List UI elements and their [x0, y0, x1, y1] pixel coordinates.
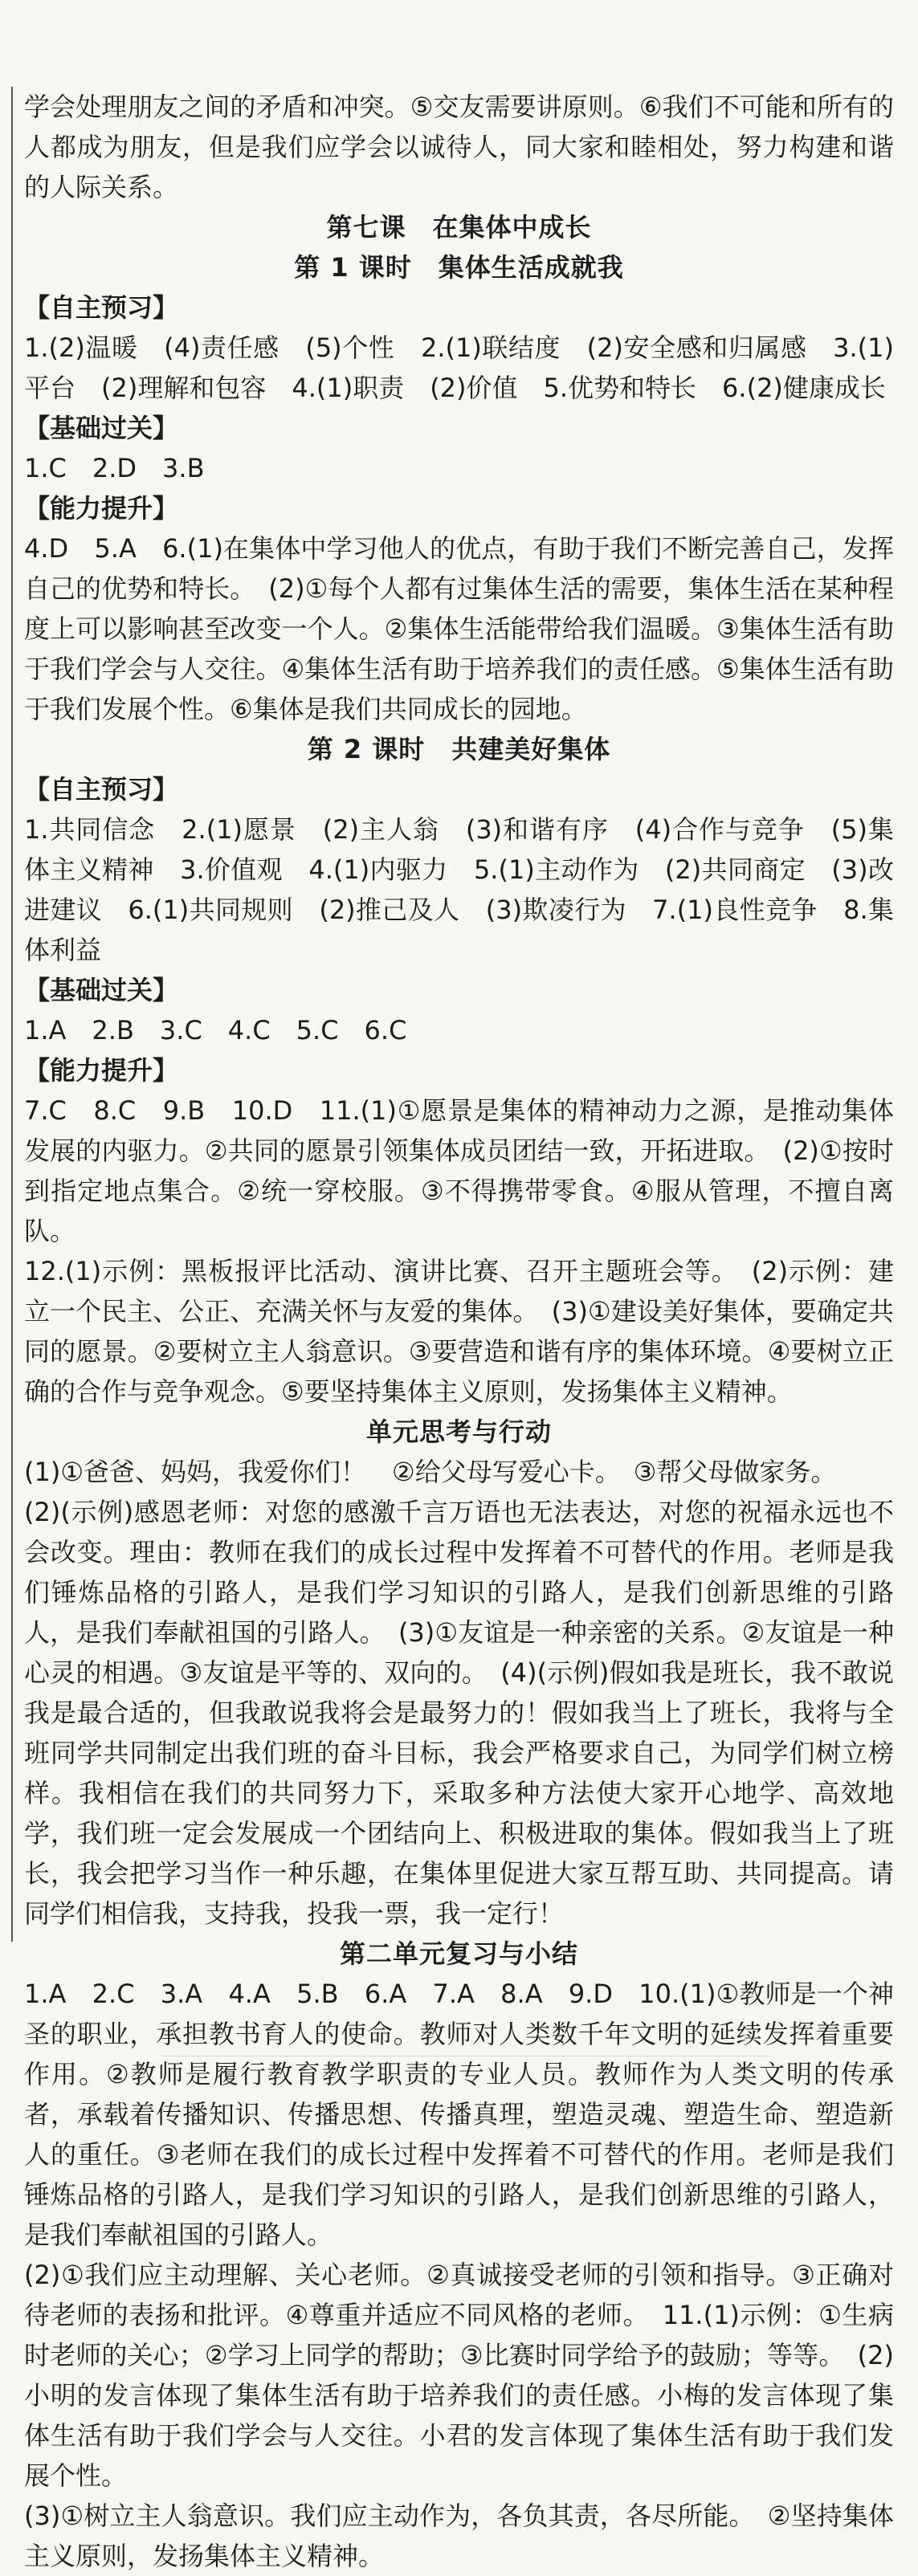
- answers-self-preview: 1.(2)温暖 (4)责任感 (5)个性 2.(1)联结度 (2)安全感和归属感 3.(1)平台 (2)理解和包容 4.(1)职责 (2)价值 5.优势和特长 6.(2)健康成长: [24, 332, 894, 403]
- unit-reflection-title: 单元思考与行动: [365, 1416, 552, 1447]
- reflection-part-1: (1)①爸爸、妈妈，我爱你们！ ②给父母写爱心卡。 ③帮父母做家务。: [24, 1457, 837, 1487]
- left-margin-rule: [11, 87, 13, 1942]
- answers-basic-2: 1.A 2.B 3.C 4.C 5.C 6.C: [24, 1015, 407, 1045]
- section-ability: 【能力提升】: [24, 493, 179, 524]
- answers-self-preview-2: 1.共同信念 2.(1)愿景 (2)主人翁 (3)和谐有序 (4)合作与竞争 (5)集体主义精神 3.价值观 4.(1)内驱力 5.(1)主动作为 (2)共同商定 (3)改进建议 6.(1)共同规则 (2)推己及人 (3)欺凌行为 7.(1)良性竞争 8.集体利益: [24, 814, 894, 965]
- answers-ability-2: 7.C 8.C 9.B 10.D 11.(1)①愿景是集体的精神动力之源，是推动集体发展的内驱力。②共同的愿景引领集体成员团结一致，开拓进取。 (2)①按时到指定地点集合。②统一穿校服。③不得携带零食。④服从管理，不擅自离队。: [24, 1095, 894, 1246]
- review-answers-2: (2)①我们应主动理解、关心老师。②真诚接受老师的引领和指导。③正确对待老师的表扬和批评。④尊重并适应不同风格的老师。 11.(1)示例：①生病时老师的关心；②学习上同学的帮助；③比赛时同学给予的鼓励；等等。 (2)小明的发言体现了集体生活有助于培养我们的责任感。小梅的发言体现了集体生活有助于我们学会与人交往。小君的发言体现了集体生活有助于我们发展个性。: [24, 2260, 894, 2491]
- reflection-part-2: (2)(示例)感恩老师：对您的感激千言万语也无法表达，对您的祝福永远也不会改变。理由：教师在我们的成长过程中发挥着不可替代的作用。老师是我们锤炼品格的引路人，是我们学习知识的引路人，是我们创新思维的引路人，是我们奉献祖国的引路人。 (3)①友谊是一种亲密的关系。②友谊是一种心灵的相遇。③友谊是平等的、双向的。 (4)(示例)假如我是班长，我不敢说我是最合适的，但我敢说我将会是最努力的！假如我当上了班长，我将与全班同学共同制定出我们班的奋斗目标，我会严格要求自己，为同学们树立榜样。我相信在我们的共同努力下，采取多种方法使大家开心地学、高效地学，我们班一定会发展成一个团结向上、积极进取的集体。假如我当上了班长，我会把学习当作一种乐趣，在集体里促进大家互帮互助、共同提高。请同学们相信我，支持我，投我一票，我一定行！: [24, 1497, 894, 1929]
- period-1-title: 第 1 课时 集体生活成就我: [294, 252, 624, 283]
- paragraph-friendship-conclusion: 学会处理朋友之间的矛盾和冲突。⑤交友需要讲原则。⑥我们不可能和所有的人都成为朋友，但是我们应学会以诚待人，同大家和睦相处，努力构建和谐的人际关系。: [24, 92, 894, 202]
- period-2-title: 第 2 课时 共建美好集体: [307, 734, 611, 764]
- section-self-preview: 【自主预习】: [24, 292, 179, 323]
- answers-basic: 1.C 2.D 3.B: [24, 453, 205, 483]
- section-basic: 【基础过关】: [24, 413, 179, 443]
- unit-review-title: 第二单元复习与小结: [339, 1938, 578, 1969]
- lesson-title: 第七课 在集体中成长: [326, 212, 592, 243]
- section-basic-2: 【基础过关】: [24, 975, 179, 1005]
- review-answers-3: (3)①树立主人翁意识。我们应主动作为，各负其责，各尽所能。 ②坚持集体主义原则，发扬集体主义精神。: [24, 2501, 894, 2571]
- section-ability-2: 【能力提升】: [24, 1055, 179, 1086]
- review-answers: 1.A 2.C 3.A 4.A 5.B 6.A 7.A 8.A 9.D 10.(1)①教师是一个神圣的职业，承担教书育人的使命。教师对人类数千年文明的延续发挥着重要作用。②教师是履行教育教学职责的专业人员。教师作为人类文明的传承者，承载着传播知识、传播思想、传播真理，塑造灵魂、塑造生命、塑造新人的重任。③老师在我们的成长过程中发挥着不可替代的作用。老师是我们锤炼品格的引路人，是我们学习知识的引路人，是我们创新思维的引路人，是我们奉献祖国的引路人。: [24, 1979, 894, 2250]
- answers-question-12: 12.(1)示例：黑板报评比活动、演讲比赛、召开主题班会等。 (2)示例：建立一个民主、公正、充满关怀与友爱的集体。 (3)①建设美好集体，要确定共同的愿景。②要树立主人翁意识。③要营造和谐有序的集体环境。④要树立正确的合作与竞争观念。⑤要坚持集体主义原则，发扬集体主义精神。: [24, 1256, 894, 1407]
- answers-ability: 4.D 5.A 6.(1)在集体中学习他人的优点，有助于我们不断完善自己，发挥自己的优势和特长。 (2)①每个人都有过集体生活的需要，集体生活在某种程度上可以影响甚至改变一个人。②集体生活能带给我们温暖。③集体生活有助于我们学会与人交往。④集体生活有助于培养我们的责任感。⑤集体生活有助于我们发展个性。⑥集体是我们共同成长的园地。: [24, 533, 894, 724]
- answer-content: [24, 87, 894, 2576]
- section-self-preview-2: 【自主预习】: [24, 774, 179, 805]
